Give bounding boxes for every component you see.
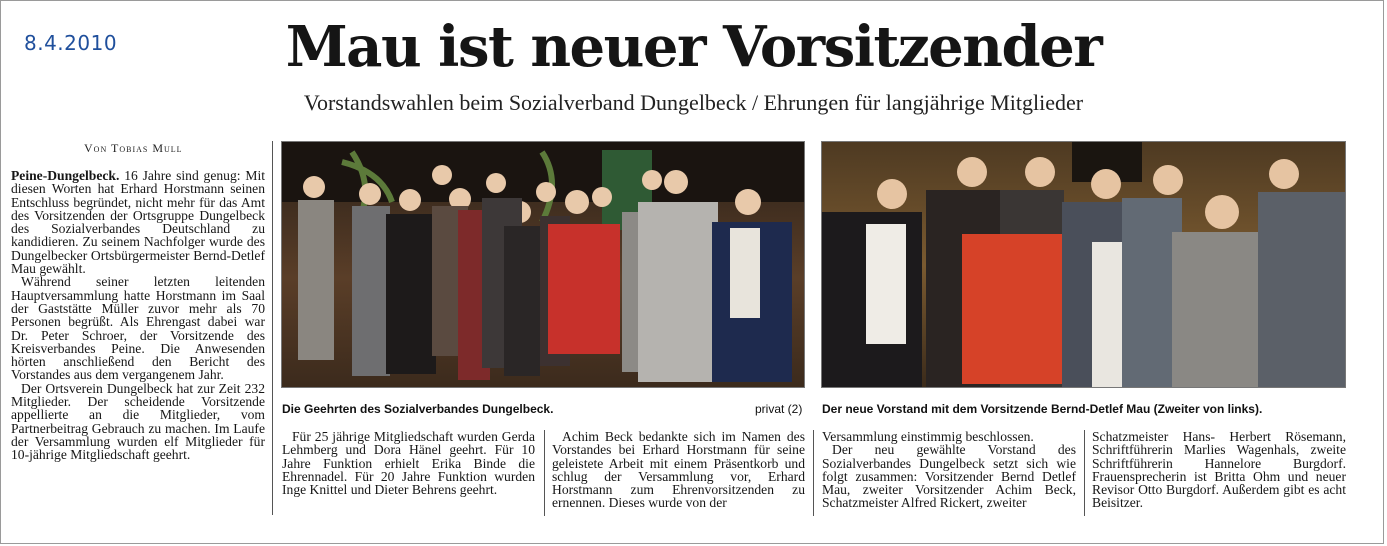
column-rule [272,141,273,515]
subheadline: Vorstandswahlen beim Sozialverband Dungelbeck / Ehrungen für langjährige Mitglieder [303,90,1084,115]
photo-credit: privat (2) [755,402,803,416]
article-column-5 [1092,430,1346,510]
publication-date: 8.4.2010 [24,31,118,55]
article-column-2 [282,430,535,496]
paragraph: Für 25 jährige Mitgliedschaft wurden Gerda Lehmberg und Dora Hänel geehrt. Für 10 Jahre Funktion erhielt Erika Binde die Ehrennadel. Für 20 Jahre Funktion wurden Inge Knittel und Dieter Behrens geehrt. [282,429,535,498]
photo-new-board-image [822,142,1346,388]
paragraph: Versammlung einstimmig beschlossen. [822,429,1034,444]
paragraph: Der neu gewählte Vorstand des Sozialverbandes Dungelbeck setzt sich wie folgt zusammen: Vorsitzender Bernd Detlef Mau, zweiter Vorsitzender Achim Beck, Schatzmeister Alfred Rickert, zweiter [822,442,1076,511]
column-rule [1084,430,1085,516]
dateline: Peine-Dungelbeck. [11,168,120,183]
paragraph: Schatzmeister Hans- Herbert Rösemann, Schriftführerin Marlies Wagenhals, zweite Schriftführerin Hannelore Burgdorf. Frauensprecherin ist Britta Ohm und neuer Revisor Otto Burgdorf. Außerdem gibt es acht Beisitzer. [1092,429,1346,511]
photo-caption-left: Die Geehrten des Sozialverbandes Dungelbeck. [282,402,554,416]
column-rule [544,430,545,516]
article-column-1 [11,169,265,462]
headline: Mau ist neuer Vorsitzender [285,14,1102,80]
photo-new-board [821,141,1346,388]
column-rule [813,430,814,516]
article-column-4 [822,430,1076,510]
photo-caption-right: Der neue Vorstand mit dem Vorsitzende Bernd-Detlef Mau (Zweiter von links). [822,402,1263,416]
paragraph: Achim Beck bedankte sich im Namen des Vorstandes bei Erhard Horstmann für seine geleistete Arbeit mit einem Präsentkorb und schlug der Versammlung vor, Erhard Horstmann zum Ehrenvorsitzenden zu ernennen. Dieses wurde von der [552,429,805,511]
lead-paragraph [11,169,265,275]
article-column-3 [552,430,805,510]
photo-honorees [281,141,805,388]
paragraph: Während seiner letzten leitenden Hauptversammlung hatte Horstmann im Saal der Gaststätte Müller zuvor mehr als 70 Personen begrüßt. Als Ehrengast dabei war Dr. Peter Schroer, der Vorsitzende des Kreisverbandes Peine. Die Anwesenden hörten anschließend den Bericht des Vorstandes aus dem vergangenem Jahr. [11,274,265,383]
paragraph-text: 16 Jahre sind genug: Mit diesen Worten hat Erhard Horstmann seinen Entschluss begründet, nicht mehr für das Amt des Vorsitzenden der Ortsgruppe Dungelbeck des Sozialverbandes Deutschland zu kandidieren. Zu seinem Nachfolger wurde des Dungelbecker Ortsbürgermeister Bernd-Detlef Mau gewählt. [11,168,265,277]
byline: Von Tobias Mull [84,141,183,155]
photo-honorees-image [282,142,805,388]
paragraph: Der Ortsverein Dungelbeck hat zur Zeit 232 Mitglieder. Der scheidende Vorsitzende appellierte an die Mitglieder, vom Partnerbeitrag Gebrauch zu machen. Im Laufe der Versammlung wurden elf Mitglieder für 10-jährige Mitgliedschaft geehrt. [11,380,265,463]
